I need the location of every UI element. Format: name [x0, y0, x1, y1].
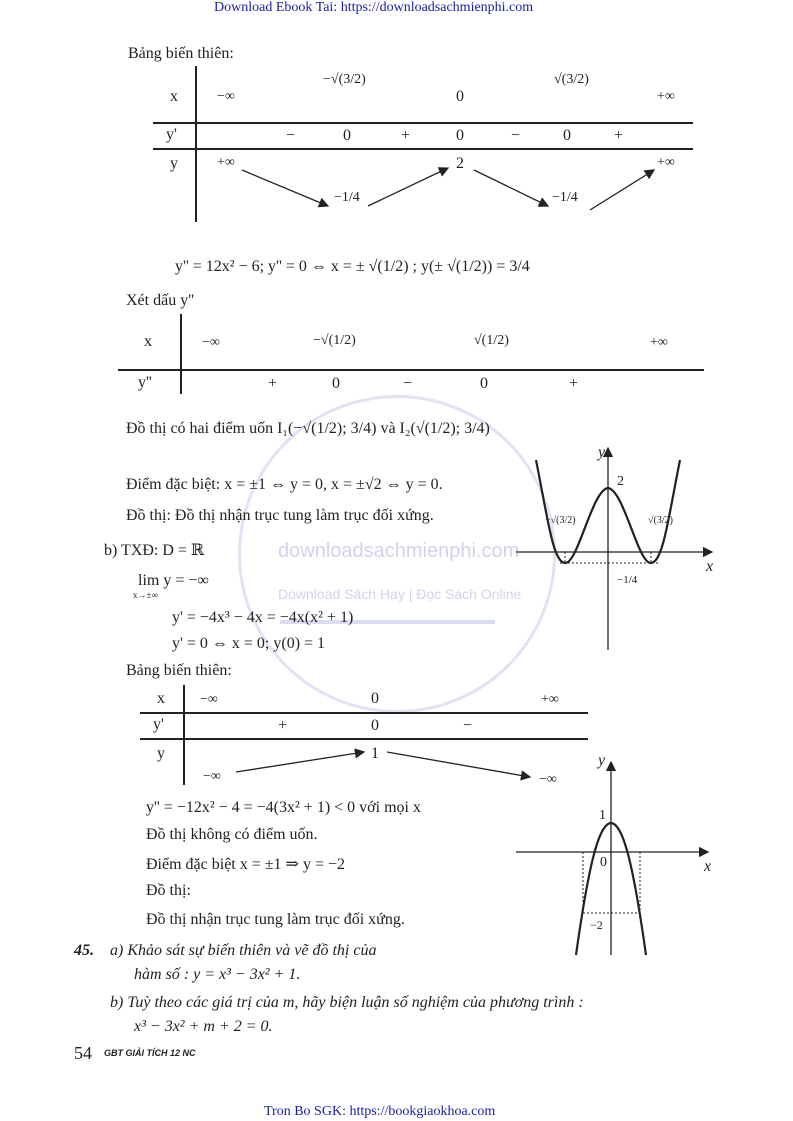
- sign-table-title: Xét dấu y'': [126, 292, 194, 309]
- graph-symmetry-text: Đồ thị: Đồ thị nhận trục tung làm trục đối xứng.: [126, 507, 434, 524]
- table2-x-neg-inf: −∞: [202, 335, 220, 350]
- table1-x-pos-inf: +∞: [657, 89, 675, 104]
- table3-y-left: −∞: [203, 769, 221, 784]
- graph1-x-label: x: [706, 558, 714, 575]
- exercise-part-a2: hàm số : y = x³ − 3x² + 1.: [134, 966, 301, 983]
- table1-x-zero: 0: [456, 88, 464, 105]
- graph1-peak-label: 2: [617, 474, 624, 489]
- graph2-low-label: −2: [590, 918, 603, 932]
- domain-text: b) TXĐ: D = ℝ: [104, 542, 205, 559]
- limit-subscript: x→±∞: [133, 590, 158, 600]
- table3-x-pos-inf: +∞: [541, 692, 559, 707]
- top-download-link[interactable]: Download Ebook Tai: https://downloadsachmienphi.com: [214, 0, 534, 15]
- graph1-min-label: −1/4: [617, 574, 638, 586]
- table2-x-label: x: [144, 333, 152, 350]
- table2-x-neg-root: −√(1/2): [313, 333, 356, 348]
- exercise-part-a: a) Khảo sát sự biến thiên và vẽ đồ thị của: [110, 942, 377, 959]
- table1-yp-sign1: −: [286, 127, 296, 144]
- table1-yp-zero3: 0: [563, 127, 571, 144]
- table3-arrow-down: [387, 752, 530, 777]
- graph2-origin-label: 0: [600, 855, 607, 870]
- table1-x-label: x: [170, 88, 178, 105]
- graph1-y-label: y: [598, 444, 606, 461]
- table1-arrow-up2: [590, 170, 654, 210]
- table1-yp-sign3: −: [511, 127, 521, 144]
- second-derivative-b: y'' = −12x² − 4 = −4(3x² + 1) < 0 với mọi x: [146, 799, 421, 816]
- table2-x-pos-root: √(1/2): [474, 333, 509, 348]
- table1-x-neg-inf: −∞: [217, 89, 235, 104]
- table1-yp-sign2: +: [401, 127, 411, 144]
- table1-arrow-down1: [242, 170, 328, 206]
- no-inflection-text: Đồ thị không có điểm uốn.: [146, 826, 318, 843]
- table1-y-max: 2: [456, 155, 464, 172]
- derivative-text: y' = −4x³ − 4x = −4x(x² + 1): [172, 609, 354, 626]
- graph1-left-root: −√(3/2): [545, 515, 576, 526]
- page-number: 54: [74, 1043, 92, 1063]
- derivative-zero-text: y' = 0 ⇔ x = 0; y(0) = 1: [172, 635, 326, 652]
- table1-title: Bảng biến thiên:: [128, 45, 234, 62]
- table2-sign3: +: [569, 375, 579, 392]
- table1-yp-zero2: 0: [456, 127, 464, 144]
- table1-arrow-down2: [474, 170, 548, 206]
- second-derivative-line: y'' = 12x² − 6; y'' = 0 ⇔ x = ± √(1/2) ; y(± √(1/2)) = 3/4: [175, 258, 530, 275]
- graph-label-b: Đồ thị:: [146, 882, 191, 899]
- table2-x-pos-inf: +∞: [650, 335, 668, 350]
- table1-y-right: +∞: [657, 155, 675, 170]
- table1-y-min1: −1/4: [334, 190, 360, 205]
- table1-y-label: y: [170, 155, 178, 172]
- graph2-y-label: y: [598, 752, 606, 769]
- watermark-site: downloadsachmienphi.com: [278, 540, 520, 562]
- inflection-points-text: Đồ thị có hai điểm uốn I₁(−√(1/2); 3/4) và I₂(√(1/2); 3/4): [126, 420, 490, 437]
- table3-y-max: 1: [371, 745, 379, 762]
- table2-zero2: 0: [480, 375, 488, 392]
- table2-y2-label: y'': [138, 374, 152, 391]
- graph2: [516, 762, 708, 955]
- limit-text: lim y = −∞: [138, 572, 209, 589]
- table1-yp-sign4: +: [614, 127, 624, 144]
- graph2-peak-label: 1: [599, 808, 606, 823]
- table3-y-right: −∞: [539, 772, 557, 787]
- exercise-part-b2: x³ − 3x² + m + 2 = 0.: [134, 1018, 273, 1035]
- table1-y-min2: −1/4: [552, 190, 578, 205]
- graph2-x-label: x: [704, 858, 712, 875]
- table3-yp-sign1: +: [278, 717, 288, 734]
- symmetry-text-b: Đồ thị nhận trục tung làm trục đối xứng.: [146, 911, 405, 928]
- table3-yp-label: y': [153, 716, 164, 733]
- special-point-b: Điểm đặc biệt x = ±1 ⇒ y = −2: [146, 856, 345, 873]
- table3-y-label: y: [157, 745, 165, 762]
- bottom-sgk-link[interactable]: Tron Bo SGK: https://bookgiaokhoa.com: [264, 1104, 496, 1119]
- table3-x-label: x: [157, 690, 165, 707]
- special-points-text: Điểm đặc biệt: x = ±1 ⇔ y = 0, x = ±√2 ⇔ y = 0.: [126, 476, 443, 493]
- table1-arrow-up1: [368, 168, 448, 206]
- table2-sign1: +: [268, 375, 278, 392]
- table3-x-neg-inf: −∞: [200, 692, 218, 707]
- table1-yp-zero1: 0: [343, 127, 351, 144]
- table1-x-pos-root: √(3/2): [554, 72, 589, 87]
- book-title: GBT GIẢI TÍCH 12 NC: [104, 1048, 196, 1058]
- table3-title: Bảng biến thiên:: [126, 662, 232, 679]
- exercise-number: 45.: [74, 942, 94, 959]
- watermark-tagline: Download Sách Hay | Đọc Sách Online: [278, 586, 522, 602]
- graph1: [516, 448, 712, 650]
- table3-arrow-up: [236, 752, 364, 772]
- table1-x-neg-root: −√(3/2): [323, 72, 366, 87]
- table3-x-zero: 0: [371, 690, 379, 707]
- table2-sign2: −: [403, 375, 413, 392]
- table3-yp-sign2: −: [463, 717, 473, 734]
- exercise-part-b: b) Tuỳ theo các giá trị của m, hãy biện luận số nghiệm của phương trình :: [110, 994, 584, 1011]
- table1-yp-label: y': [166, 126, 177, 143]
- table1-y-left: +∞: [217, 155, 235, 170]
- graph1-right-root: √(3/2): [648, 515, 673, 526]
- table3-yp-zero: 0: [371, 717, 379, 734]
- table2-zero1: 0: [332, 375, 340, 392]
